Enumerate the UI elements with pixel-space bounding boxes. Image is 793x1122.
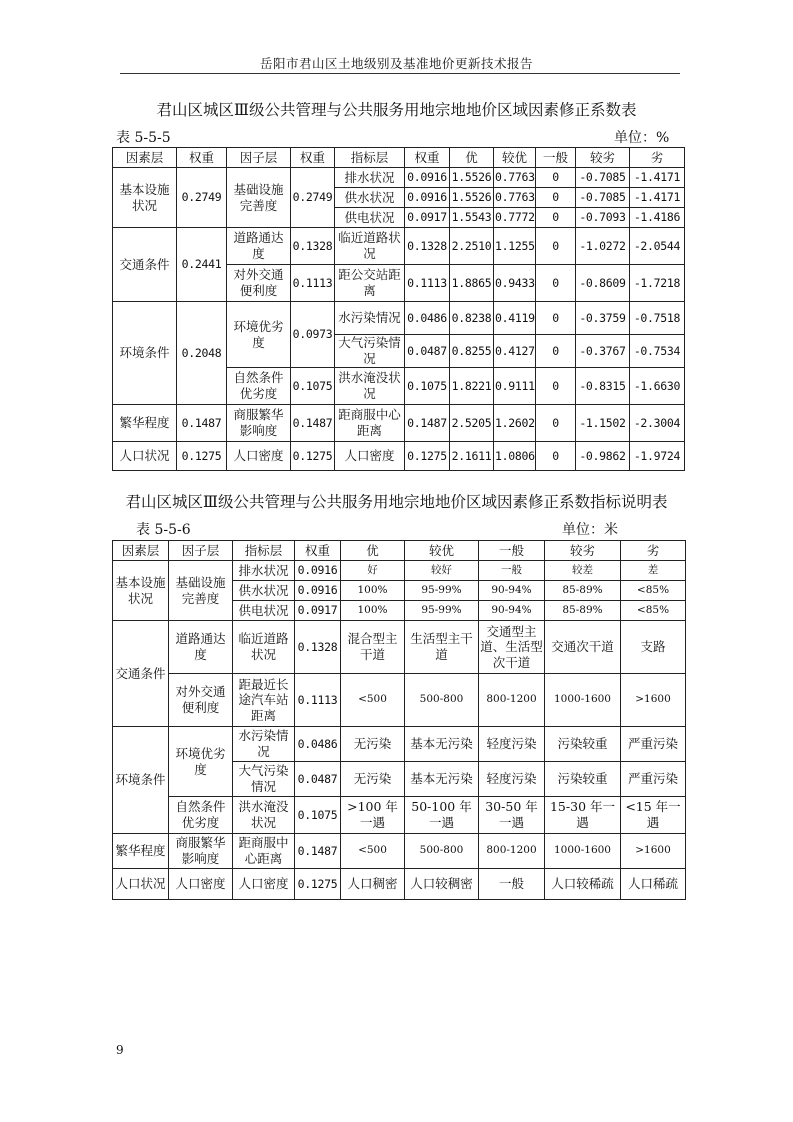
value-cell: 差 <box>621 561 686 581</box>
value-cell: 严重污染 <box>621 727 686 762</box>
indicator-cell: 水污染情况 <box>335 302 405 335</box>
sub-weight-cell: 0.0973 <box>291 302 335 368</box>
factor-cell: 基本设施状况 <box>113 168 177 228</box>
factor-weight-cell: 0.2749 <box>177 168 227 228</box>
value-cell: 0 <box>536 188 576 208</box>
indicator-cell: 洪水淹没状况 <box>233 797 295 834</box>
table-row <box>113 797 686 834</box>
value-cell: 0.7763 <box>494 168 536 188</box>
indicator-cell: 供电状况 <box>335 208 405 228</box>
coefficient-table <box>112 147 685 471</box>
value-cell: 0 <box>536 228 576 265</box>
indicator-weight-cell: 0.0916 <box>295 561 341 581</box>
sub-factor-cell: 道路通达度 <box>169 621 233 674</box>
table-row <box>113 869 686 900</box>
value-cell: 人口较稠密 <box>405 869 479 900</box>
header-cell: 优 <box>341 541 405 561</box>
table2-title: 君山区城区Ⅲ级公共管理与公共服务用地宗地地价区域因素修正系数指标说明表 <box>125 493 668 511</box>
header-cell: 权重 <box>291 148 335 168</box>
value-cell: 0.7772 <box>494 208 536 228</box>
sub-factor-cell: 环境优劣度 <box>227 302 291 368</box>
indicator-weight-cell: 0.1487 <box>405 405 450 442</box>
table1-caption: 表 5-5-5 <box>116 130 171 146</box>
value-cell: <500 <box>341 834 405 869</box>
factor-weight-cell: 0.1487 <box>177 405 227 442</box>
value-cell: 2.1611 <box>450 442 494 471</box>
value-cell: 0 <box>536 405 576 442</box>
indicator-cell: 距最近长途汽车站距离 <box>233 674 295 727</box>
table-row <box>113 621 686 674</box>
table1-unit: 单位：% <box>614 130 670 146</box>
sub-factor-cell: 对外交通便利度 <box>227 265 291 302</box>
value-cell: -1.4171 <box>630 188 685 208</box>
value-cell: 2.5205 <box>450 405 494 442</box>
factor-weight-cell: 0.2441 <box>177 228 227 302</box>
sub-factor-cell: 自然条件优劣度 <box>227 368 291 405</box>
header-cell: 较劣 <box>545 541 621 561</box>
value-cell: <85% <box>621 581 686 601</box>
value-cell: -1.7218 <box>630 265 685 302</box>
header-cell: 因子层 <box>169 541 233 561</box>
sub-factor-cell: 道路通达度 <box>227 228 291 265</box>
indicator-weight-cell: 0.0917 <box>405 208 450 228</box>
value-cell: 一般 <box>479 869 545 900</box>
value-cell: 混合型主干道 <box>341 621 405 674</box>
table2-unit: 单位：米 <box>562 522 618 538</box>
value-cell: 800-1200 <box>479 834 545 869</box>
indicator-cell: 供水状况 <box>233 581 295 601</box>
value-cell: -1.0272 <box>576 228 630 265</box>
indicator-weight-cell: 0.1113 <box>295 674 341 727</box>
header-cell: 劣 <box>630 148 685 168</box>
indicator-cell: 人口密度 <box>335 442 405 471</box>
value-cell: 1.2602 <box>494 405 536 442</box>
indicator-weight-cell: 0.0486 <box>405 302 450 335</box>
factor-weight-cell: 0.1275 <box>177 442 227 471</box>
value-cell: 交通次干道 <box>545 621 621 674</box>
value-cell: 0 <box>536 208 576 228</box>
indicator-weight-cell: 0.0916 <box>405 188 450 208</box>
value-cell: 15-30 年一遇 <box>545 797 621 834</box>
sub-weight-cell: 0.1275 <box>291 442 335 471</box>
value-cell: -2.0544 <box>630 228 685 265</box>
table-row <box>113 405 685 442</box>
sub-factor-cell: 基础设施完善度 <box>169 561 233 621</box>
value-cell: 100% <box>341 601 405 621</box>
factor-cell: 人口状况 <box>113 869 169 900</box>
header-cell: 权重 <box>295 541 341 561</box>
value-cell: <85% <box>621 601 686 621</box>
value-cell: -1.4171 <box>630 168 685 188</box>
factor-weight-cell: 0.2048 <box>177 302 227 405</box>
value-cell: 人口稀疏 <box>621 869 686 900</box>
table-header-row <box>113 541 686 561</box>
value-cell: 0.4127 <box>494 335 536 368</box>
value-cell: 无污染 <box>341 727 405 762</box>
value-cell: 0.8255 <box>450 335 494 368</box>
indicator-weight-cell: 0.0487 <box>295 762 341 797</box>
sub-weight-cell: 0.1075 <box>291 368 335 405</box>
value-cell: 0 <box>536 265 576 302</box>
indicator-cell: 临近道路状况 <box>335 228 405 265</box>
value-cell: 1.1255 <box>494 228 536 265</box>
factor-cell: 交通条件 <box>113 228 177 302</box>
indicator-cell: 洪水淹没状况 <box>335 368 405 405</box>
value-cell: -1.1502 <box>576 405 630 442</box>
indicator-weight-cell: 0.0487 <box>405 335 450 368</box>
header-cell: 指标层 <box>335 148 405 168</box>
table-row <box>113 834 686 869</box>
value-cell: -2.3004 <box>630 405 685 442</box>
value-cell: 95-99% <box>405 581 479 601</box>
value-cell: 50-100 年一遇 <box>405 797 479 834</box>
value-cell: 人口稠密 <box>341 869 405 900</box>
value-cell: -0.7085 <box>576 188 630 208</box>
value-cell: 1.5526 <box>450 168 494 188</box>
sub-factor-cell: 自然条件优劣度 <box>169 797 233 834</box>
report-header-title: 岳阳市君山区土地级别及基准地价更新技术报告 <box>259 56 533 71</box>
header-cell: 劣 <box>621 541 686 561</box>
indicator-weight-cell: 0.1487 <box>295 834 341 869</box>
indicator-cell: 排水状况 <box>335 168 405 188</box>
table1-title: 君山区城区Ⅲ级公共管理与公共服务用地宗地地价区域因素修正系数表 <box>156 101 637 119</box>
indicator-weight-cell: 0.1275 <box>295 869 341 900</box>
value-cell: 基本无污染 <box>405 727 479 762</box>
value-cell: <500 <box>341 674 405 727</box>
value-cell: 生活型主干道 <box>405 621 479 674</box>
value-cell: -0.3759 <box>576 302 630 335</box>
indicator-cell: 距公交站距离 <box>335 265 405 302</box>
indicator-cell: 供电状况 <box>233 601 295 621</box>
value-cell: 0.9111 <box>494 368 536 405</box>
value-cell: -1.9724 <box>630 442 685 471</box>
sub-factor-cell: 基础设施完善度 <box>227 168 291 228</box>
value-cell: 0 <box>536 442 576 471</box>
header-cell: 指标层 <box>233 541 295 561</box>
value-cell: 1000-1600 <box>545 834 621 869</box>
sub-weight-cell: 0.2749 <box>291 168 335 228</box>
value-cell: 1.8221 <box>450 368 494 405</box>
indicator-weight-cell: 0.1075 <box>295 797 341 834</box>
value-cell: -1.4186 <box>630 208 685 228</box>
value-cell: -0.7093 <box>576 208 630 228</box>
table-header-row <box>113 148 685 168</box>
value-cell: -0.3767 <box>576 335 630 368</box>
sub-weight-cell: 0.1113 <box>291 265 335 302</box>
sub-factor-cell: 人口密度 <box>169 869 233 900</box>
factor-cell: 环境条件 <box>113 302 177 405</box>
indicator-weight-cell: 0.0917 <box>295 601 341 621</box>
value-cell: 1.5526 <box>450 188 494 208</box>
value-cell: 0.4119 <box>494 302 536 335</box>
value-cell: 0.9433 <box>494 265 536 302</box>
value-cell: 90-94% <box>479 601 545 621</box>
indicator-weight-cell: 0.0486 <box>295 727 341 762</box>
factor-cell: 繁华程度 <box>113 405 177 442</box>
indicator-weight-cell: 0.1113 <box>405 265 450 302</box>
table-row <box>113 302 685 335</box>
value-cell: -0.7085 <box>576 168 630 188</box>
header-divider <box>120 73 680 74</box>
sub-factor-cell: 人口密度 <box>227 442 291 471</box>
value-cell: 85-89% <box>545 581 621 601</box>
indicator-cell: 水污染情况 <box>233 727 295 762</box>
value-cell: 支路 <box>621 621 686 674</box>
indicator-description-table <box>112 540 686 900</box>
indicator-cell: 临近道路状况 <box>233 621 295 674</box>
header-cell: 优 <box>450 148 494 168</box>
value-cell: 污染较重 <box>545 762 621 797</box>
value-cell: -1.6630 <box>630 368 685 405</box>
value-cell: 无污染 <box>341 762 405 797</box>
header-cell: 一般 <box>479 541 545 561</box>
value-cell: 1.8865 <box>450 265 494 302</box>
value-cell: 85-89% <box>545 601 621 621</box>
value-cell: -0.9862 <box>576 442 630 471</box>
indicator-weight-cell: 0.1075 <box>405 368 450 405</box>
header-cell: 一般 <box>536 148 576 168</box>
value-cell: 基本无污染 <box>405 762 479 797</box>
value-cell: 1.5543 <box>450 208 494 228</box>
value-cell: -0.7518 <box>630 302 685 335</box>
indicator-cell: 大气污染情况 <box>233 762 295 797</box>
factor-cell: 人口状况 <box>113 442 177 471</box>
indicator-cell: 人口密度 <box>233 869 295 900</box>
value-cell: >1600 <box>621 834 686 869</box>
indicator-weight-cell: 0.1275 <box>405 442 450 471</box>
indicator-cell: 大气污染情况 <box>335 335 405 368</box>
header-cell: 因子层 <box>227 148 291 168</box>
sub-weight-cell: 0.1487 <box>291 405 335 442</box>
factor-cell: 环境条件 <box>113 727 169 834</box>
header-cell: 较优 <box>494 148 536 168</box>
value-cell: 交通型主道、生活型次干道 <box>479 621 545 674</box>
value-cell: >1600 <box>621 674 686 727</box>
value-cell: 0 <box>536 335 576 368</box>
sub-factor-cell: 商服繁华影响度 <box>227 405 291 442</box>
indicator-cell: 排水状况 <box>233 561 295 581</box>
value-cell: 轻度污染 <box>479 762 545 797</box>
indicator-weight-cell: 0.0916 <box>295 581 341 601</box>
value-cell: 500-800 <box>405 674 479 727</box>
value-cell: 0.8238 <box>450 302 494 335</box>
table-row <box>113 168 685 188</box>
indicator-cell: 距商服中心距离 <box>233 834 295 869</box>
indicator-weight-cell: 0.1328 <box>295 621 341 674</box>
value-cell: 0 <box>536 168 576 188</box>
table-row <box>113 442 685 471</box>
value-cell: 污染较重 <box>545 727 621 762</box>
value-cell: 一般 <box>479 561 545 581</box>
header-cell: 因素层 <box>113 541 169 561</box>
value-cell: 0 <box>536 368 576 405</box>
value-cell: <15 年一遇 <box>621 797 686 834</box>
table-row <box>113 561 686 581</box>
indicator-cell: 距商服中心距离 <box>335 405 405 442</box>
value-cell: 0.7763 <box>494 188 536 208</box>
value-cell: -0.8609 <box>576 265 630 302</box>
header-cell: 较劣 <box>576 148 630 168</box>
value-cell: 30-50 年一遇 <box>479 797 545 834</box>
value-cell: -0.8315 <box>576 368 630 405</box>
value-cell: 轻度污染 <box>479 727 545 762</box>
value-cell: -0.7534 <box>630 335 685 368</box>
header-cell: 因素层 <box>113 148 177 168</box>
indicator-cell: 供水状况 <box>335 188 405 208</box>
value-cell: 人口较稀疏 <box>545 869 621 900</box>
value-cell: 0 <box>536 302 576 335</box>
value-cell: >100 年一遇 <box>341 797 405 834</box>
sub-weight-cell: 0.1328 <box>291 228 335 265</box>
header-cell: 较优 <box>405 541 479 561</box>
value-cell: 95-99% <box>405 601 479 621</box>
value-cell: 较差 <box>545 561 621 581</box>
value-cell: 较好 <box>405 561 479 581</box>
table-row <box>113 674 686 727</box>
indicator-weight-cell: 0.1328 <box>405 228 450 265</box>
value-cell: 500-800 <box>405 834 479 869</box>
value-cell: 好 <box>341 561 405 581</box>
table-row <box>113 727 686 762</box>
value-cell: 2.2510 <box>450 228 494 265</box>
factor-cell: 交通条件 <box>113 621 169 727</box>
factor-cell: 基本设施状况 <box>113 561 169 621</box>
page-number: 9 <box>116 1043 124 1057</box>
factor-cell: 繁华程度 <box>113 834 169 869</box>
value-cell: 1000-1600 <box>545 674 621 727</box>
sub-factor-cell: 环境优劣度 <box>169 727 233 797</box>
table2-caption: 表 5-5-6 <box>136 522 191 538</box>
header-cell: 权重 <box>177 148 227 168</box>
indicator-weight-cell: 0.0916 <box>405 168 450 188</box>
value-cell: 800-1200 <box>479 674 545 727</box>
sub-factor-cell: 商服繁华影响度 <box>169 834 233 869</box>
value-cell: 100% <box>341 581 405 601</box>
value-cell: 1.0806 <box>494 442 536 471</box>
value-cell: 90-94% <box>479 581 545 601</box>
table-row <box>113 228 685 265</box>
value-cell: 严重污染 <box>621 762 686 797</box>
header-cell: 权重 <box>405 148 450 168</box>
sub-factor-cell: 对外交通便利度 <box>169 674 233 727</box>
